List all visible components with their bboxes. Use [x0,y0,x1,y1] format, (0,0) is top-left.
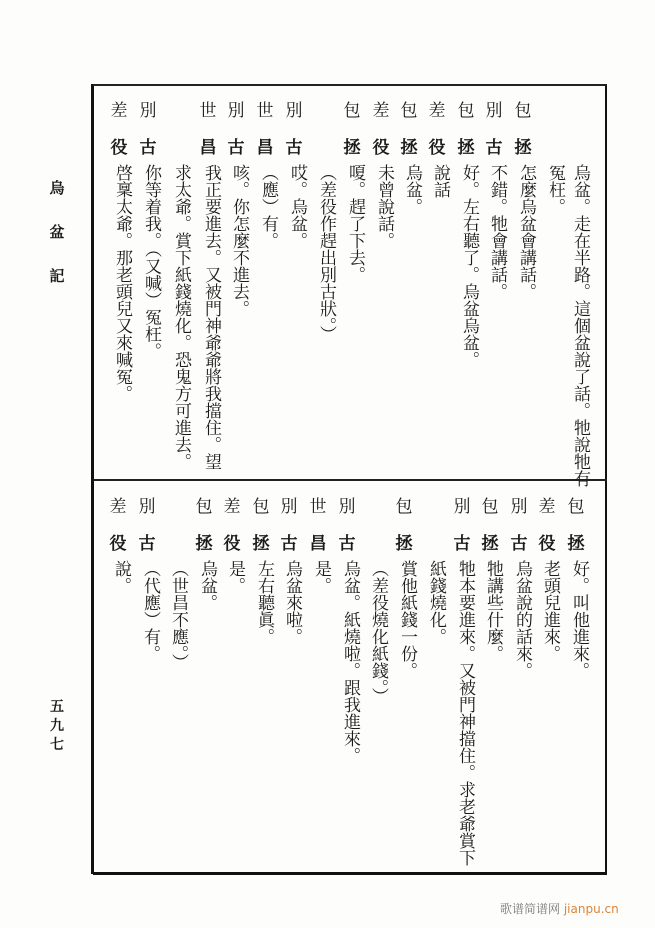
dialogue-text: 嗄。趕了下去。 [345,164,365,283]
dialogue-text: 好。左右聽了。烏盆烏盆。 [459,164,479,368]
speaker-char: 古 [510,534,528,554]
speaker-char: 別 [280,497,298,517]
dialogue-text: 烏盆說的話來。 [512,560,532,679]
speaker-char: 古 [453,534,471,554]
speaker-char: 包 [252,497,270,517]
speaker-char: 拯 [195,534,213,554]
speaker-char: 差 [223,497,241,517]
speaker-char: 別 [138,497,156,517]
page-number-char: 七 [50,737,64,753]
speaker-char: 拯 [457,138,475,158]
dialogue-text: 左右聽眞。 [254,560,274,645]
page-number-char: 九 [50,718,64,734]
speaker-char: 役 [428,138,446,158]
speaker-char: 包 [457,101,475,121]
stage-text: 求太爺。賞下紙錢燒化。恐鬼方可進去。 [171,164,191,470]
speaker-char: 別 [139,101,157,121]
speaker-char: 世 [256,101,274,121]
dialogue-text: 你等着我。（又喊）冤枉。 [141,164,161,360]
speaker-char: 包 [195,497,213,517]
speaker-char: 別 [285,101,303,121]
speaker-char: 包 [343,101,361,121]
dialogue-text: 烏盆。 [402,164,422,215]
watermark [500,900,619,917]
stage-text: （世昌不應。） [168,560,188,671]
speaker-char: 古 [139,138,157,158]
dialogue-text: 牠講些什麼。 [483,560,503,662]
frame-top-border [93,84,607,86]
watermark-site-name: 歌谱简谱网 [500,902,561,916]
watermark-url: jianpu.cn [563,902,619,916]
dialogue-text: 不錯。牠會講話。 [487,164,507,300]
stage-text: （差役燒化紙錢。） [368,560,388,705]
speaker-char: 役 [372,138,390,158]
dialogue-text: 說話 [430,164,450,198]
speaker-char: 包 [481,497,499,517]
speaker-char: 別 [453,497,471,517]
dialogue-text: 怎麼烏盆會講話。 [516,164,536,300]
frame-middle-divider [93,479,607,481]
frame-bottom-border [93,872,607,875]
speaker-char: 拯 [252,534,270,554]
dialogue-text: 是。 [311,560,331,594]
dialogue-text: 哎。烏盆。 [287,164,307,249]
speaker-char: 昌 [309,534,327,554]
dialogue-text: 未曾說話。 [374,164,394,249]
speaker-char: 差 [428,101,446,121]
dialogue-text: 賞他紙錢一份。 [397,560,417,679]
speaker-char: 包 [400,101,418,121]
speaker-char: 古 [338,534,356,554]
speaker-char: 拯 [343,138,361,158]
speaker-char: 別 [510,497,528,517]
speaker-char: 包 [567,497,585,517]
dialogue-text: 說。 [111,560,131,594]
title-char: 記 [49,267,65,285]
speaker-char: 拯 [567,534,585,554]
stage-text: （差役作趕出別古狀。） [316,164,336,343]
stage-text: 冤枉。 [545,164,565,215]
dialogue-text: 是。 [225,560,245,594]
dialogue-text: 我正要進去。又被門神爺爺將我擋住。望 [201,164,221,470]
speaker-char: 古 [485,138,503,158]
speaker-char: 差 [110,101,128,121]
dialogue-text: 好。叫他進來。 [569,560,589,679]
page-number [46,698,68,755]
speaker-char: 古 [280,534,298,554]
speaker-char: 役 [538,534,556,554]
speaker-char: 拯 [400,138,418,158]
dialogue-text: 咳。你怎麼不進去。 [229,164,249,317]
dialogue-text: 啓稟太爺。那老頭兒又來喊冤。 [112,164,132,402]
speaker-char: 世 [309,497,327,517]
speaker-char: 別 [227,101,245,121]
speaker-char: 昌 [256,138,274,158]
speaker-char: 包 [395,497,413,517]
stage-text: 烏盆。走在半路。這個盆說了話。牠說牠有 [570,164,590,487]
speaker-char: 役 [223,534,241,554]
page-number-char: 五 [50,699,64,715]
speaker-char: 包 [514,101,532,121]
title-char: 盆 [49,223,65,241]
speaker-char: 古 [285,138,303,158]
speaker-char: 役 [109,534,127,554]
dialogue-text: 烏盆。紙燒啦。跟我進來。 [340,560,360,764]
speaker-char: 役 [110,138,128,158]
dialogue-text: 老頭兒進來。 [540,560,560,662]
dialogue-text: 烏盆。 [197,560,217,611]
dialogue-text: （應）有。 [258,164,278,249]
stage-text: 紙錢燒化。 [426,560,446,645]
speaker-char: 差 [372,101,390,121]
speaker-char: 世 [199,101,217,121]
speaker-char: 古 [227,138,245,158]
dialogue-text: 牠本要進來。又被門神擋住。求老爺賞下 [455,560,475,866]
speaker-char: 別 [338,497,356,517]
speaker-char: 差 [538,497,556,517]
running-title [47,166,67,298]
speaker-char: 拯 [481,534,499,554]
speaker-char: 昌 [199,138,217,158]
speaker-char: 差 [109,497,127,517]
dialogue-text: 烏盆來啦。 [282,560,302,645]
speaker-char: 拯 [395,534,413,554]
title-char: 烏 [49,179,65,197]
speaker-char: 古 [138,534,156,554]
speaker-char: 拯 [514,138,532,158]
dialogue-text: （代應）有。 [140,560,160,662]
speaker-char: 別 [485,101,503,121]
